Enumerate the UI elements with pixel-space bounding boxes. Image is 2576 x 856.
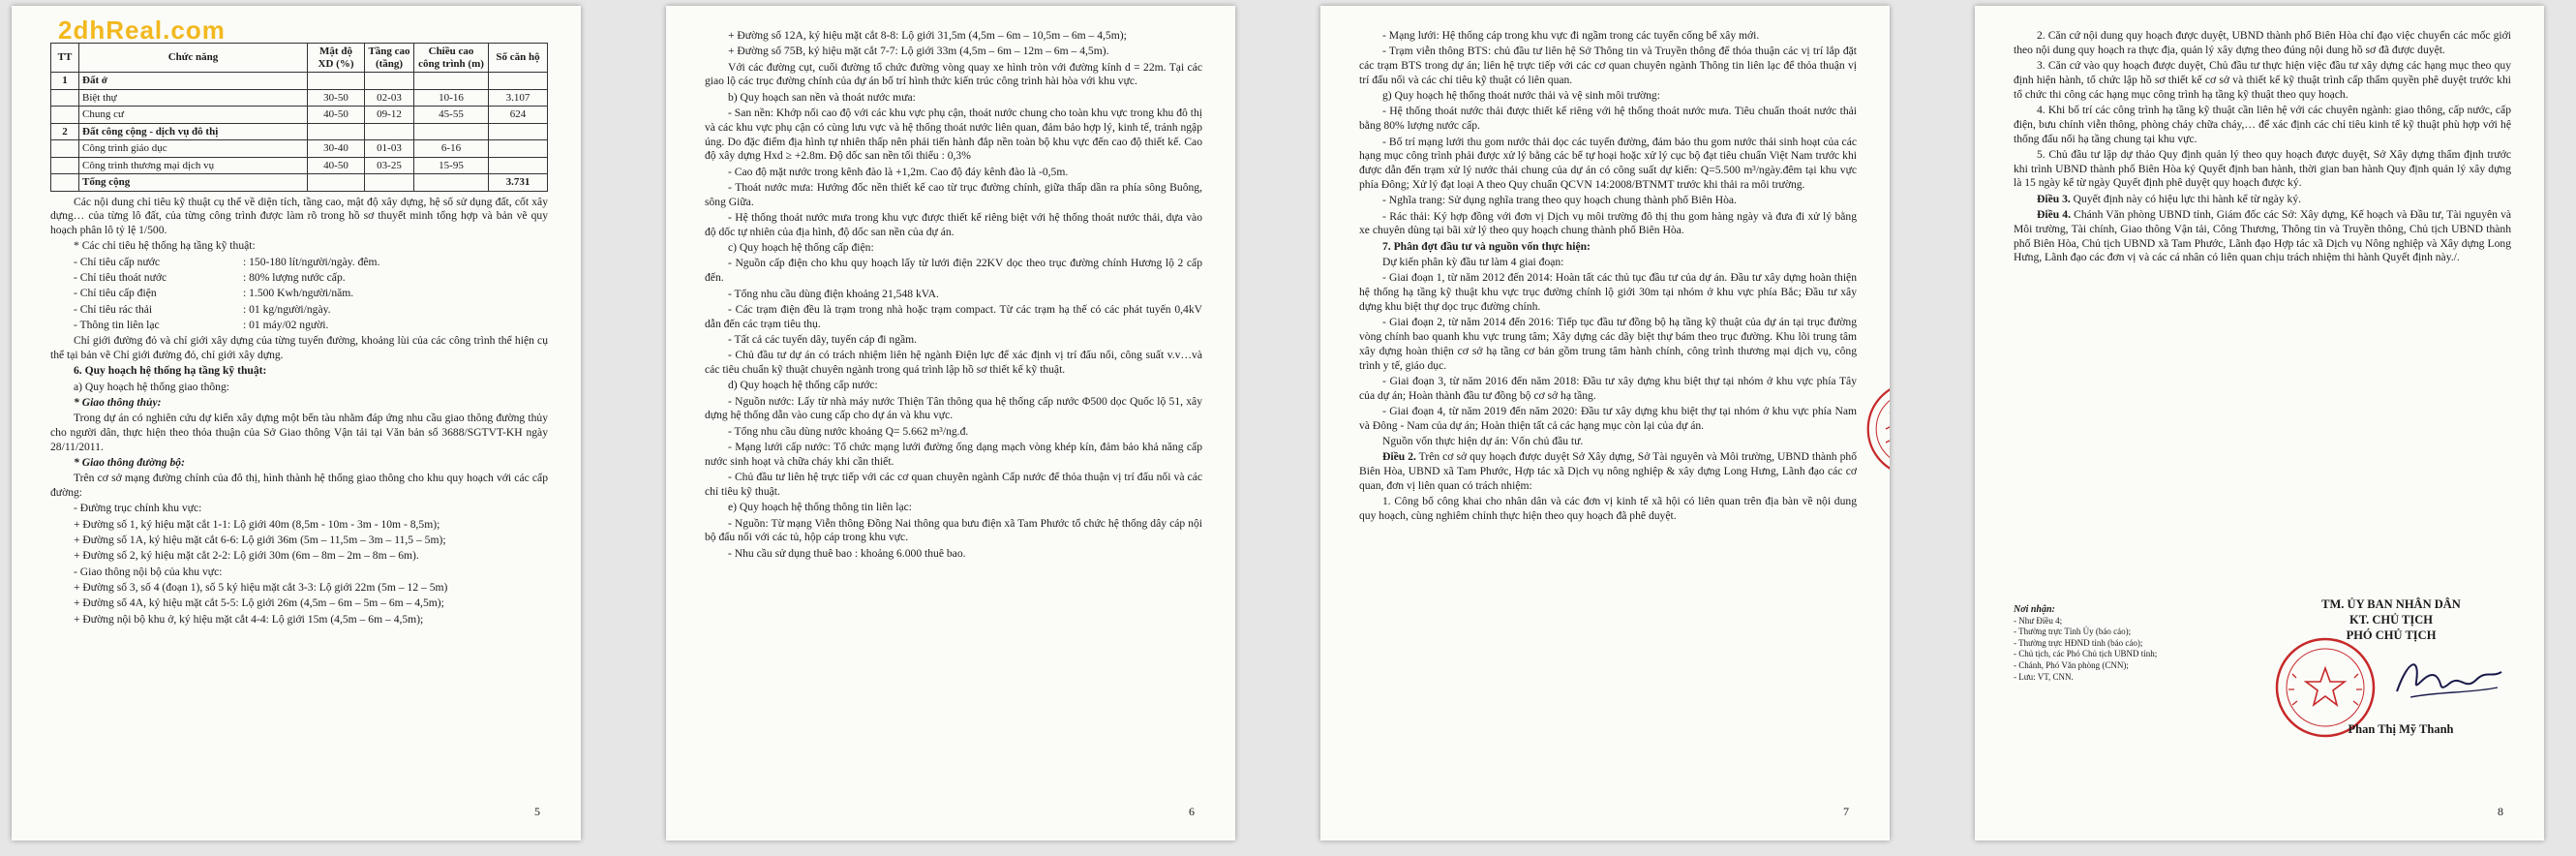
table-cell: Đất công cộng - dịch vụ đô thị — [79, 123, 308, 140]
table-row — [51, 123, 548, 140]
paragraph: - Hệ thống thoát nước thải được thiết kế riêng với hệ thống thoát nước mưa. Tiêu chuẩn thoát nước thải bằng 80% lượng nước cấp. — [1359, 105, 1857, 133]
table-cell: 624 — [489, 107, 548, 124]
paragraph: Chỉ giới đường đỏ và chỉ giới xây dựng của từng tuyến đường, khoảng lùi của các công trình thể hiện cụ thể tại bản vẽ Chỉ giới đường đỏ, chỉ giới xây dựng. — [50, 334, 548, 361]
table-cell — [414, 73, 489, 90]
table-cell: Đất ở — [79, 73, 308, 90]
article-2 — [1359, 450, 1857, 493]
metric-label: - Thông tin liên lạc — [74, 318, 160, 331]
table-header: Số căn hộ — [489, 44, 548, 73]
article-title: Điều 2. — [1382, 450, 1416, 464]
table-row — [51, 107, 548, 124]
metric-row — [74, 256, 548, 270]
list-item: + Đường số 4A, ký hiệu mặt cắt 5-5: Lộ giới 26m (4,5m – 6m – 5m – 6m – 4,5m); — [74, 596, 444, 610]
table-cell: 3.731 — [489, 174, 548, 192]
table-cell: 45-55 — [414, 107, 489, 124]
table-cell — [308, 73, 365, 90]
paragraph: - Nguồn: Từ mạng Viễn thông Đồng Nai thông qua bưu điện xã Tam Phước tổ chức hệ thống dây cáp nội bộ đấu nối với các tủ, hộp cáp trong khu vực. — [705, 516, 1202, 544]
article-text: Quyết định này có hiệu lực thi hành kể từ ngày ký. — [2070, 192, 2302, 205]
document-page-5 — [12, 6, 581, 841]
list-item: + Đường số 12A, ký hiệu mặt cắt 8-8: Lộ giới 31,5m (4,5m – 6m – 10,5m – 6m – 4,5m); — [728, 29, 1127, 42]
recipient-item: - Lưu: VT, CNN. — [2014, 671, 2074, 682]
page-number: 5 — [534, 805, 540, 818]
metric-value: : 01 kg/người/ngày. — [243, 302, 331, 316]
table-cell: 02-03 — [365, 89, 414, 107]
section-heading: 7. Phân đợt đầu tư và nguồn vốn thực hiện: — [1382, 239, 1591, 253]
list-item: - Giao thông nội bộ của khu vực: — [74, 565, 223, 578]
subsection-heading: * Giao thông thủy: — [74, 395, 162, 409]
metric-row — [74, 287, 548, 301]
table-cell — [308, 174, 365, 192]
subsection-heading: e) Quy hoạch hệ thống thông tin liên lạc: — [728, 501, 912, 514]
signer-role: KT. CHỦ TỊCH — [2349, 613, 2433, 627]
table-cell: 1 — [51, 73, 79, 90]
paragraph: 2. Căn cứ nội dung quy hoạch được duyệt, UBND thành phố Biên Hòa chỉ đạo việc chuyển các mốc giới theo nội dung quy hoạch ra thực địa, quản lý xây dựng theo đúng nội dung hồ sơ đã được duyệt. — [2014, 29, 2511, 56]
table-row — [51, 140, 548, 158]
signer-org: TM. ỦY BAN NHÂN DÂN — [2321, 597, 2461, 611]
signer-name: Phan Thị Mỹ Thanh — [2348, 722, 2454, 736]
table-cell: Công trình giáo dục — [79, 140, 308, 158]
table-header: TT — [51, 44, 79, 73]
table-cell: Tổng cộng — [79, 174, 308, 192]
document-page-6 — [666, 6, 1235, 841]
subsection-heading: g) Quy hoạch hệ thống thoát nước thải và vệ sinh môi trường: — [1382, 89, 1660, 103]
table-cell: 40-50 — [308, 107, 365, 124]
article-title: Điều 4. — [2037, 208, 2071, 222]
article-text: Chánh Văn phòng UBND tỉnh, Giám đốc các Sở: Xây dựng, Kế hoạch và Đầu tư, Tài nguyên và Môi trường, Tài chính, Giao thông Vận tải, Công Thương, Thông tin và Truyền thông, Chủ tịch UBND thành phố Biên Hòa, Chủ tịch UBND xã Tam Phước, Lãnh đạo Hợp tác xã Dịch vụ Nông nghiệp và Xây dựng Long Hưng, Lãnh đạo các đơn vị và các cá nhân có liên quan chịu trách nhiệm thi hành Quyết định này./. — [2014, 208, 2512, 264]
paragraph: * Các chỉ tiêu hệ thống hạ tầng kỹ thuật: — [74, 239, 256, 253]
recipient-item: - Thường trực HĐND tỉnh (báo cáo); — [2014, 637, 2143, 648]
page-content — [50, 43, 548, 628]
subsection-heading: a) Quy hoạch hệ thống giao thông: — [74, 380, 229, 393]
paragraph: 5. Chủ đầu tư lập dự thảo Quy định quản lý theo quy hoạch được duyệt, Sở Xây dựng thẩm định trước khi trình UBND thành phố Biên Hòa ký Quyết định ban hành, thời gian ban hành Quy định quản lý xây dựng là 15 ngày kể từ ngày Quyết định phê duyệt quy hoạch được ký. — [2014, 147, 2511, 190]
table-header: Chiều cao công trình (m) — [414, 44, 489, 73]
paragraph: - Mạng lưới cấp nước: Tổ chức mạng lưới đường ống dạng mạch vòng khép kín, đảm bảo khả năng cấp nước sinh hoạt và chữa cháy khi cần thiết. — [705, 441, 1202, 468]
paragraph: - Nguồn cấp điện cho khu quy hoạch lấy từ lưới điện 22KV dọc theo trục đường chính Hương lộ 2 cấp đến. — [705, 257, 1202, 285]
table-cell: 2 — [51, 123, 79, 140]
metric-value: : 01 máy/02 người. — [243, 318, 329, 331]
page-content — [2014, 29, 2511, 267]
table-row — [51, 89, 548, 107]
page-number: 8 — [2498, 805, 2503, 818]
table-cell — [489, 140, 548, 158]
page-number: 7 — [1843, 805, 1849, 818]
paragraph: - Các trạm điện đều là trạm trong nhà hoặc trạm compact. Từ các trạm hạ thế có các phát tuyến 0,4kV dẫn đến các trạm tiêu thụ. — [705, 302, 1202, 330]
handwritten-signature — [2391, 649, 2507, 707]
recipients-block — [2014, 604, 2207, 683]
table-cell — [51, 174, 79, 192]
table-cell — [51, 157, 79, 174]
paragraph: - Mạng lưới: Hệ thống cáp trong khu vực đi ngầm trong các tuyến cống bể xây mới. — [1382, 29, 1760, 42]
zoning-table — [50, 43, 548, 192]
table-cell — [489, 73, 548, 90]
table-row — [51, 174, 548, 192]
recipient-item: - Chánh, Phó Văn phòng (CNN); — [2014, 659, 2129, 670]
paragraph: - Giai đoạn 1, từ năm 2012 đến 2014: Hoàn tất các thủ tục đầu tư của dự án. Đầu tư xây dựng hoàn thiện hệ thống hạ tầng kỹ thuật khu vực trục đường chính lộ giới 30m tại nhóm ở khu vực phía Bắc; Đầu tư xây dựng khu biệt thự dọc trục đường chính. — [1359, 271, 1857, 313]
paragraph: Với các đường cụt, cuối đường tổ chức đường vòng quay xe hình tròn với đường kính d = 22m. Tại các giao lộ các trục đường chính của dự án bố trí hình thức kiến trúc công trình hài hòa với khu vực. — [705, 60, 1202, 88]
paragraph: - Giai đoạn 4, từ năm 2019 đến năm 2020: Đầu tư xây dựng khu biệt thự tại nhóm ở khu vực phía Nam và Đông - Nam của dự án; Hoàn thiện tất cả các hạng mục còn lại của dự án. — [1359, 404, 1857, 432]
metric-label: - Chỉ tiêu cấp nước — [74, 255, 161, 268]
list-item: + Đường số 3, số 4 (đoạn 1), số 5 ký hiệu mặt cắt 3-3: Lộ giới 22m (5m – 12 – 5m) — [74, 580, 448, 594]
table-cell: 40-50 — [308, 157, 365, 174]
paragraph: 3. Căn cứ vào quy hoạch được duyệt, Chủ đầu tư thực hiện việc đầu tư xây dựng các hạng mục theo quy định hiện hành, tổ chức lập hồ sơ thiết kế cơ sở và thiết kế kỹ thuật trình cấp thẩm quyền phê duyệt trước khi tổ chức thi công các hạng mục công trình hạ tầng kỹ thuật theo quy hoạch. — [2014, 59, 2511, 101]
table-cell — [365, 73, 414, 90]
table-row — [51, 73, 548, 90]
paragraph: Trên cơ sở mạng đường chính của đô thị, hình thành hệ thống giao thông cho khu quy hoạch với các cấp đường: — [50, 472, 548, 500]
table-cell: 30-40 — [308, 140, 365, 158]
recipients-title: Nơi nhận: — [2014, 604, 2055, 615]
article-text: Trên cơ sở quy hoạch được duyệt Sở Xây dựng, Sở Tài nguyên và Môi trường, UBND thành phố Biên Hòa, UBND xã Tam Phước, Hợp tác xã Dịch vụ nông nghiệp & xây dựng Long Hưng, Lãnh đạo các cơ quan, đơn vị liên quan có trách nhiệm: — [1359, 450, 1857, 492]
list-item: + Đường nội bộ khu ở, ký hiệu mặt cắt 4-4: Lộ giới 15m (4,5m – 6m – 4,5m); — [74, 612, 424, 626]
paragraph: - Nguồn nước: Lấy từ nhà máy nước Thiện Tân thông qua hệ thống cấp nước Φ500 dọc Quốc lộ 51, xây dựng hệ thống dẫn vào cung cấp cho dự án và khu vực. — [705, 394, 1202, 422]
partial-seal-stamp — [1859, 379, 1890, 479]
table-cell: 03-25 — [365, 157, 414, 174]
metric-row — [74, 271, 548, 286]
table-cell — [365, 123, 414, 140]
paragraph: - Rác thải: Ký hợp đồng với đơn vị Dịch vụ môi trường đô thị thu gom hàng ngày và đưa đi xử lý bằng xe chuyên dùng tại bãi xử lý theo quy hoạch chung thành phố Biên Hòa. — [1359, 209, 1857, 237]
table-header: Chức năng — [79, 44, 308, 73]
list-item: + Đường số 2, ký hiệu mặt cắt 2-2: Lộ giới 30m (6m – 8m – 2m – 8m – 6m). — [74, 549, 419, 563]
paragraph: - Nghĩa trang: Sử dụng nghĩa trang theo quy hoạch chung thành phố Biên Hòa. — [1382, 194, 1737, 207]
subsection-heading: c) Quy hoạch hệ thống cấp điện: — [728, 241, 874, 255]
paragraph: - Tổng nhu cầu dùng nước khoảng Q= 5.662 m³/ng.đ. — [728, 424, 969, 438]
paragraph: - Nhu cầu sử dụng thuê bao : khoảng 6.000 thuê bao. — [728, 546, 966, 560]
table-cell — [51, 107, 79, 124]
paragraph: 4. Khi bố trí các công trình hạ tầng kỹ thuật cần liên hệ với các chuyên ngành: giao thông, cấp nước, cấp điện, bưu chính viễn thông, phòng cháy chữa cháy,… để xác định các chỉ tiêu kinh tế kỹ thuật phù hợp với hệ thống đấu nối hạ tầng chung tại khu vực. — [2014, 103, 2511, 145]
table-cell — [414, 123, 489, 140]
paragraph: - Giai đoạn 3, từ năm 2016 đến năm 2018: Đầu tư xây dựng khu biệt thự tại nhóm ở khu vực phía Tây của dự án; Hoàn thành đầu tư đồng bộ cơ sở hạ tầng. — [1359, 374, 1857, 402]
paragraph: - Chủ đầu tư liên hệ trực tiếp với các cơ quan chuyên ngành Cấp nước để thỏa thuận vị trí đấu nối và các chỉ tiêu kỹ thuật. — [705, 471, 1202, 498]
subsection-heading: b) Quy hoạch san nền và thoát nước mưa: — [728, 90, 916, 104]
paragraph: - Bố trí mạng lưới thu gom nước thải dọc các tuyến đường, đảm bảo thu gom nước thải sinh hoạt của các hạng mục công trình phải được xử lý bằng các bể tự hoại hoặc xử lý cục bộ đạt tiêu chuẩn Việt Nam trước khi được dẫn đến trạm xử lý nước thải chung của dự án có công suất dự kiến: Q=5.500 m³/ngày.đêm tại khu vực phía Đông; Xử lý đạt loại A theo Quy chuẩn QCVN 14:2008/BTNMT trước khi thải ra môi trường. — [1359, 135, 1857, 191]
table-cell — [51, 89, 79, 107]
metric-row — [74, 303, 548, 318]
table-cell: Chung cư — [79, 107, 308, 124]
paragraph: - Giai đoạn 2, từ năm 2014 đến 2016: Tiếp tục đầu tư đồng bộ hạ tầng kỹ thuật của dự án tại trục đường vòng chính bao quanh khu vực trung tâm; Xây dựng các dãy biệt thự bám theo trục đường. Khu lõi trung tâm xây dựng hoàn thiện cơ sở hạ tầng cơ bản gồm trung tâm hành chính, công trình thương mại dịch vụ, công trình y tế, giáo dục. — [1359, 316, 1857, 372]
page-content — [1359, 29, 1857, 525]
table-cell — [489, 123, 548, 140]
table-cell — [365, 174, 414, 192]
table-header: Tầng cao (tầng) — [365, 44, 414, 73]
table-row — [51, 157, 548, 174]
watermark: 2dhReal.com — [58, 15, 226, 45]
table-cell: Biệt thự — [79, 89, 308, 107]
table-cell: 6-16 — [414, 140, 489, 158]
table-header: Mật độ XD (%) — [308, 44, 365, 73]
page-number: 6 — [1189, 805, 1195, 818]
metric-label: - Chỉ tiêu thoát nước — [74, 270, 167, 284]
article-3 — [2014, 193, 2511, 207]
list-item: - Đường trục chính khu vực: — [74, 502, 202, 515]
paragraph: - San nền: Khớp nối cao độ với các khu vực phụ cận, thoát nước chung cho toàn khu vực trong khu đô thị và các khu vực phụ cận có cùng lưu vực và hệ thống thoát nước liên quan, đảm bảo hợp lý, kinh tế, tránh ngập úng. Do đặc điểm địa hình tự nhiên thấp nên phải tiến hành đắp nền toàn bộ khu vực đến cao độ thiết kế. Cao độ xây dựng Hxd ≥ +2.8m. Độ dốc san nền tối thiểu : 0,3% — [705, 106, 1202, 163]
metric-value: : 1.500 Kwh/người/năm. — [243, 287, 354, 300]
metric-label: - Chỉ tiêu rác thải — [74, 302, 153, 316]
recipient-item: - Như Điều 4; — [2014, 615, 2063, 626]
paragraph: 1. Công bố công khai cho nhân dân và các đơn vị kinh tế xã hội có liên quan trên địa bàn về nội dung quy hoạch, cùng nghiêm chỉnh thực hiện theo quy hoạch đã phê duyệt. — [1359, 495, 1857, 522]
metric-label: - Chỉ tiêu cấp điện — [74, 287, 157, 300]
paragraph: - Tổng nhu cầu dùng điện khoảng 21,548 kVA. — [728, 287, 939, 300]
table-cell: 09-12 — [365, 107, 414, 124]
table-cell — [308, 123, 365, 140]
paragraph: Trong dự án có nghiên cứu dự kiến xây dựng một bến tàu nhằm đáp ứng nhu cầu giao thông đường thủy cho người dân, thực hiện theo thỏa thuận của Sở Giao thông Vận tải tại Văn bản số 3688/SGTVT-KH ngày 28/11/2011. — [50, 412, 548, 453]
list-item: + Đường số 75B, ký hiệu mặt cắt 7-7: Lộ giới 33m (4,5m – 6m – 12m – 6m – 4,5m). — [728, 45, 1109, 58]
paragraph: - Chủ đầu tư dự án có trách nhiệm liên hệ ngành Điện lực để xác định vị trí đấu nối, công suất v.v…và các tiêu chuẩn kỹ thuật chuyên ngành trong quá trình lập hồ sơ thiết kế kỹ thuật. — [705, 349, 1202, 377]
page-content — [705, 29, 1202, 563]
recipient-item: - Thường trực Tỉnh Ủy (báo cáo); — [2014, 627, 2132, 637]
metric-value: : 80% lượng nước cấp. — [243, 270, 346, 284]
paragraph: - Thoát nước mưa: Hướng đốc nền thiết kế cao từ trục đường chính, giữa thấp dần ra phía sông Buông, sông Giữa. — [705, 180, 1202, 208]
table-cell — [489, 157, 548, 174]
paragraph: - Tất cả các tuyến dây, tuyến cáp đi ngầm. — [728, 332, 918, 346]
list-item: + Đường số 1, ký hiệu mặt cắt 1-1: Lộ giới 40m (8,5m - 10m - 3m - 10m - 8,5m); — [74, 517, 440, 531]
table-cell: 10-16 — [414, 89, 489, 107]
article-title: Điều 3. — [2037, 192, 2071, 205]
paragraph: Nguồn vốn thực hiện dự án: Vốn chủ đầu tư. — [1382, 435, 1584, 448]
recipient-item: - Chủ tịch, các Phó Chủ tịch UBND tỉnh; — [2014, 649, 2158, 659]
table-cell: 3.107 — [489, 89, 548, 107]
table-cell: Công trình thương mại dịch vụ — [79, 157, 308, 174]
paragraph: Dự kiến phân kỳ đầu tư làm 4 giai đoạn: — [1382, 255, 1564, 268]
table-cell — [51, 140, 79, 158]
paragraph: Các nội dung chỉ tiêu kỹ thuật cụ thể về diện tích, tầng cao, mật độ xây dựng, hệ số sử dụng đất, cốt xây dựng… của từng lô đất, của từng công trình được làm rõ trong hồ sơ thuyết minh tổng hợp và bản vẽ quy hoạch phân lô tỷ lệ 1/500. — [50, 195, 548, 237]
article-4 — [2014, 208, 2511, 265]
subsection-heading: * Giao thông đường bộ: — [74, 456, 185, 470]
table-cell: 01-03 — [365, 140, 414, 158]
metric-value: : 150-180 lít/người/ngày. đêm. — [243, 255, 380, 268]
table-cell: 15-95 — [414, 157, 489, 174]
paragraph: - Hệ thống thoát nước mưa trong khu vực được thiết kế riêng biệt với hệ thống thoát nước thải, dựa vào độ dốc tự nhiên của địa hình, độ dốc san nền của dự án. — [705, 211, 1202, 238]
list-item: + Đường số 1A, ký hiệu mặt cắt 6-6: Lộ giới 36m (5m – 11,5m – 3m – 11,5 – 5m); — [74, 534, 446, 547]
signer-title: PHÓ CHỦ TỊCH — [2346, 628, 2437, 642]
paragraph: - Cao độ mặt nước trong kênh đào là +1,2m. Cao độ đáy kênh đào là -0,5m. — [728, 165, 1069, 178]
paragraph: - Trạm viễn thông BTS: chủ đầu tư liên hệ Sở Thông tin và Truyền thông để thỏa thuận các vị trí lắp đặt các trạm BTS trong dự án; liên hệ trực tiếp với các cơ quan chuyên ngành Thông tin liên lạc để thỏa thuận vị trí đấu nối và các chỉ tiêu kỹ thuật có liên quan. — [1359, 45, 1857, 86]
subsection-heading: d) Quy hoạch hệ thống cấp nước: — [728, 379, 878, 392]
table-cell: 30-50 — [308, 89, 365, 107]
table-cell — [414, 174, 489, 192]
section-heading: 6. Quy hoạch hệ thống hạ tầng kỹ thuật: — [74, 364, 267, 378]
document-page-7 — [1320, 6, 1890, 841]
metric-row — [74, 319, 548, 333]
document-page-8 — [1975, 6, 2544, 841]
